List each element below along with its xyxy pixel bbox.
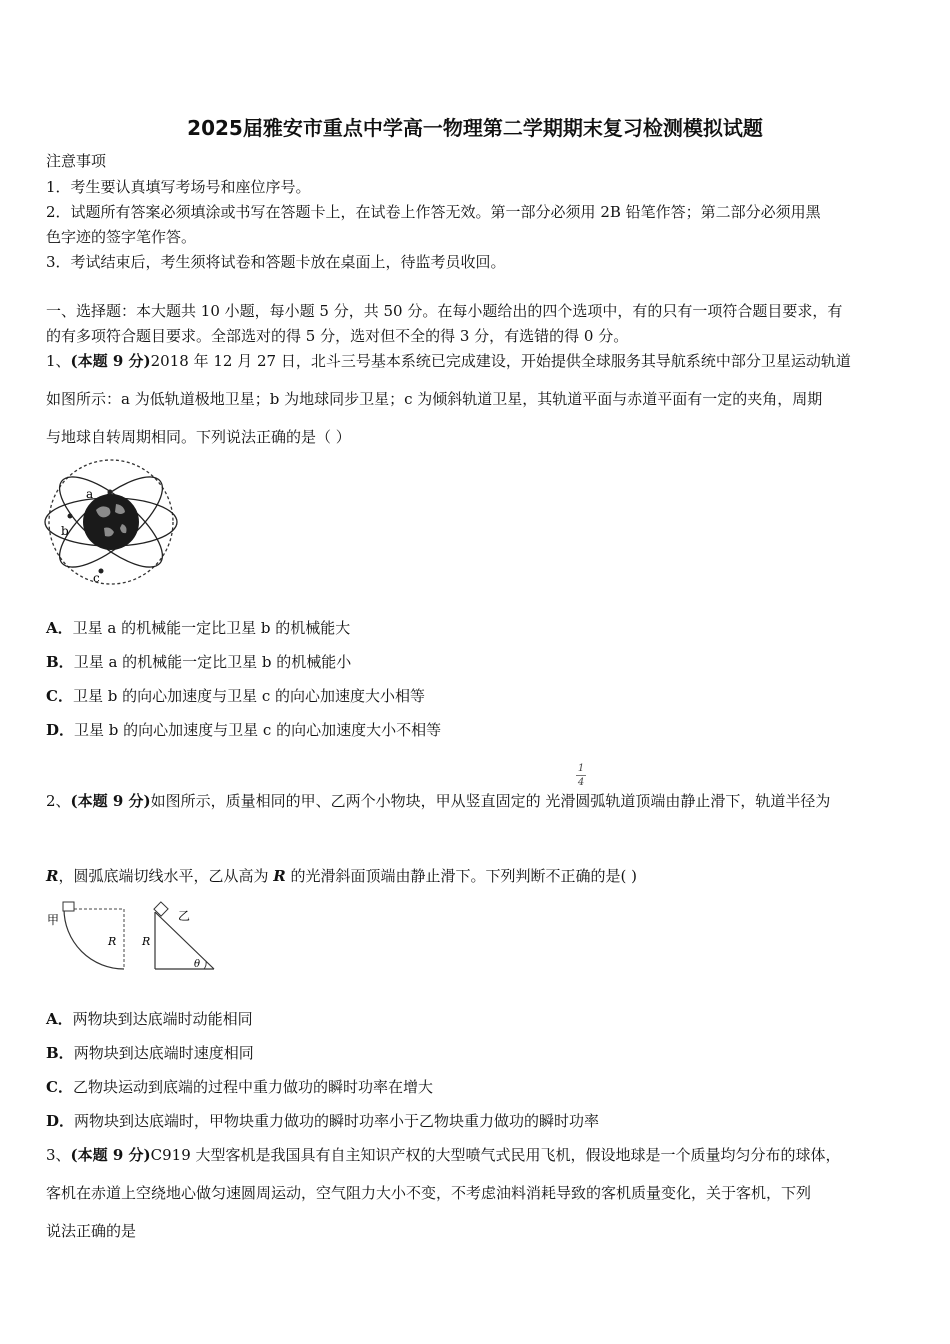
q1-option-b-letter: B．: [46, 653, 74, 671]
q1-line-3: 与地球自转周期相同。下列说法正确的是（ ）: [46, 428, 351, 446]
notice-item-1: 1．考生要认真填写考场号和座位序号。: [46, 178, 311, 196]
q2-text-2a: ，圆弧底端切线水平，乙从高为: [58, 867, 274, 885]
notice-item-2-line-1: 2．试题所有答案必须填涂或书写在答题卡上，在试卷上作答无效。第一部分必须用 2B 铅笔作答；第二部分必须用黑: [46, 203, 821, 221]
q1-points: (本题 9 分): [70, 352, 151, 370]
q1-line-1: [46, 352, 906, 370]
q2-option-b[interactable]: [46, 1044, 254, 1062]
q1-option-c-text: 卫星 b 的向心加速度与卫星 c 的向心加速度大小相等: [72, 687, 426, 705]
q2-option-a[interactable]: [46, 1010, 253, 1028]
q2-number: 2、: [46, 792, 71, 810]
q2-points: (本题 9 分): [70, 792, 151, 810]
q2-option-d[interactable]: [46, 1112, 599, 1130]
orbit-label-b: b: [61, 524, 69, 538]
incline-height-label: R: [142, 935, 151, 948]
q1-option-a-text: 卫星 a 的机械能一定比卫星 b 的机械能大: [72, 619, 351, 637]
q1-option-b[interactable]: [46, 653, 351, 671]
q3-points: (本题 9 分): [70, 1146, 151, 1164]
q2-text-1: 如图所示，质量相同的甲、乙两个小物块，甲从竖直固定的 光滑圆弧轨道顶端由静止滑下，轨道半径为: [150, 792, 831, 810]
q3-number: 3、: [46, 1146, 71, 1164]
incline-angle-label: θ: [194, 959, 201, 970]
q1-line-2: 如图所示：a 为低轨道极地卫星；b 为地球同步卫星；c 为倾斜轨道卫星，其轨道平面与赤道平面有一定的夹角，周期: [46, 390, 823, 408]
q1-text-1: 2018 年 12 月 27 日，北斗三号基本系统已完成建设，开始提供全球服务其导航系统中部分卫星运动轨道: [150, 352, 851, 370]
q2-option-c-letter: C．: [46, 1078, 73, 1096]
q3-line-1: [46, 1146, 906, 1164]
q1-number: 1、: [46, 352, 71, 370]
q1-option-a-letter: A．: [46, 619, 73, 637]
q1-option-a[interactable]: [46, 619, 350, 637]
page-title: 2025届雅安市重点中学高一物理第二学期期末复习检测模拟试题: [187, 116, 763, 140]
arc-radius-label: R: [108, 935, 117, 948]
q1-option-d-letter: D．: [46, 721, 75, 739]
q2-option-c-text: 乙物块运动到底端的过程中重力做功的瞬时功率在增大: [72, 1078, 433, 1096]
block-jia-label: 甲: [47, 913, 60, 927]
section-intro-line-2: 的有多项符合题目要求。全部选对的得 5 分，选对但不全的得 3 分，有选错的得 0 分。: [46, 327, 629, 345]
fraction-denominator: 4: [577, 777, 585, 788]
q3-text-1: C919 大型客机是我国具有自主知识产权的大型喷气式民用飞机，假设地球是一个质量均匀分布的球体，: [150, 1146, 841, 1164]
q2-line-1: [46, 792, 906, 810]
orbit-label-a: a: [86, 487, 94, 501]
q1-option-d-text: 卫星 b 的向心加速度与卫星 c 的向心加速度大小不相等: [74, 721, 442, 739]
q1-option-c-letter: C．: [46, 687, 73, 705]
q2-option-a-text: 两物块到达底端时动能相同: [72, 1010, 253, 1028]
notice-item-2-line-2: 色字迹的签字笔作答。: [46, 228, 197, 246]
q3-line-3: 说法正确的是: [46, 1222, 137, 1240]
orbit-label-c: c: [93, 571, 100, 585]
q2-option-d-letter: D．: [46, 1112, 75, 1130]
q2-option-b-letter: B．: [46, 1044, 74, 1062]
notice-item-3: 3．考试结束后，考生须将试卷和答题卡放在桌面上，待监考员收回。: [46, 253, 506, 271]
q2-option-d-text: 两物块到达底端时，甲物块重力做功的瞬时功率小于乙物块重力做功的瞬时功率: [74, 1112, 600, 1130]
block-yi-label: 乙: [178, 909, 191, 923]
q1-option-c[interactable]: [46, 687, 425, 705]
q2-option-b-text: 两物块到达底端时速度相同: [73, 1044, 254, 1062]
q1-option-b-text: 卫星 a 的机械能一定比卫星 b 的机械能小: [73, 653, 352, 671]
arc-and-incline-figure: [44, 898, 224, 974]
satellite-orbit-figure: [44, 458, 184, 588]
q2-line-2: [46, 867, 906, 885]
q3-line-2: 客机在赤道上空绕地心做匀速圆周运动，空气阻力大小不变，不考虑油料消耗导致的客机质量变化，关于客机，下列: [46, 1184, 812, 1202]
notice-heading: 注意事项: [46, 152, 107, 170]
section-intro-line-1: 一、选择题：本大题共 10 小题，每小题 5 分，共 50 分。在每小题给出的四个选项中，有的只有一项符合题目要求，有: [46, 302, 843, 320]
q2-radius-symbol: R: [46, 867, 59, 885]
q1-option-d[interactable]: [46, 721, 441, 739]
q2-height-symbol: R: [273, 867, 286, 885]
q2-text-2b: 的光滑斜面顶端由静止滑下。下列判断不正确的是( ): [285, 867, 637, 885]
q2-option-a-letter: A．: [46, 1010, 73, 1028]
fraction-numerator: 1: [577, 763, 585, 774]
q2-option-c[interactable]: [46, 1078, 433, 1096]
quarter-fraction: [574, 763, 588, 788]
